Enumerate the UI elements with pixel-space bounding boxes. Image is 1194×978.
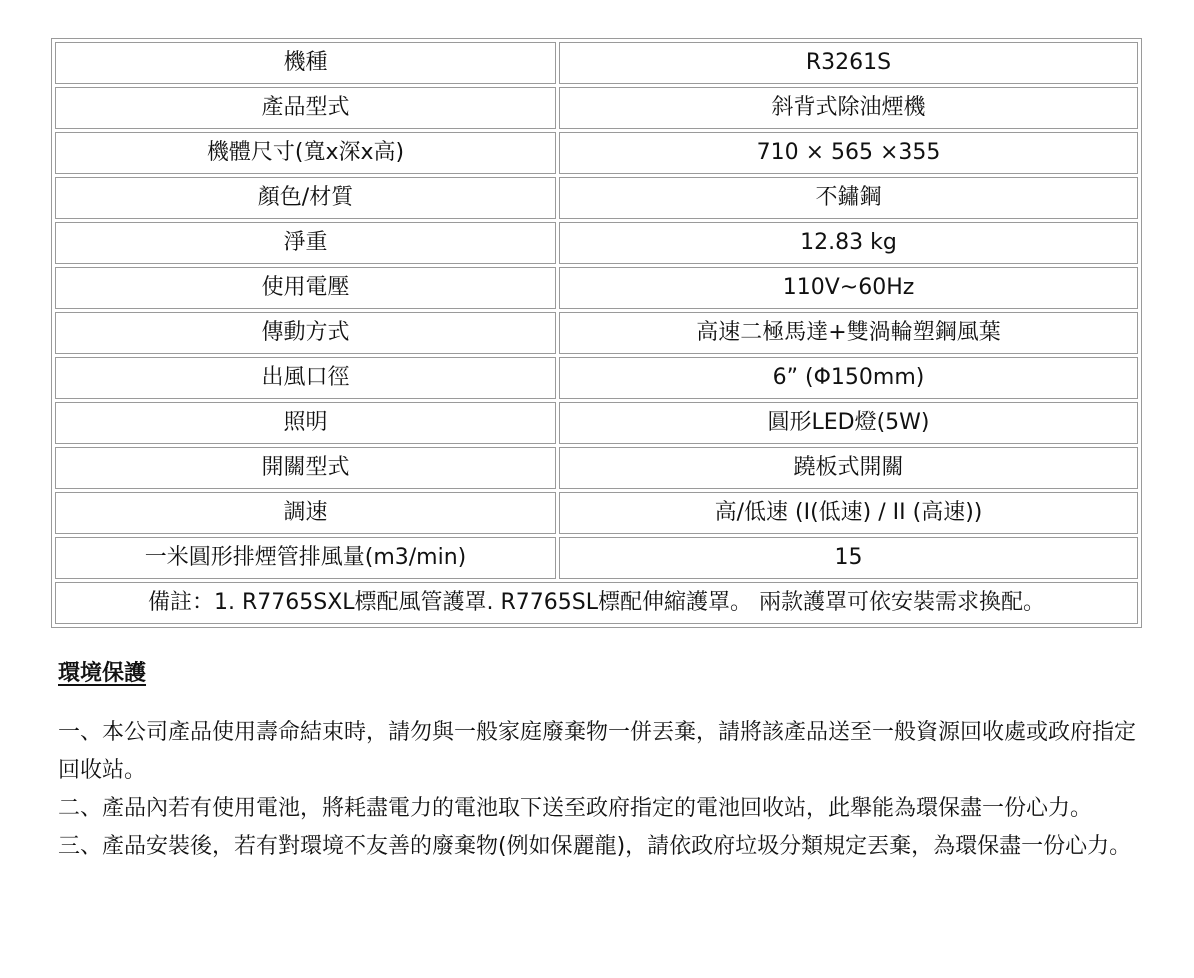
table-row <box>55 42 1138 84</box>
spec-table-body <box>55 42 1138 624</box>
table-row <box>55 267 1138 309</box>
table-note-row <box>55 582 1138 624</box>
table-row <box>55 177 1138 219</box>
spec-value: 12.83 kg <box>559 222 1138 264</box>
table-row <box>55 132 1138 174</box>
spec-label: 產品型式 <box>55 87 556 129</box>
spec-label: 調速 <box>55 492 556 534</box>
spec-label: 出風口徑 <box>55 357 556 399</box>
spec-label: 一米圓形排煙管排風量(m3/min) <box>55 537 556 579</box>
table-row <box>55 537 1138 579</box>
spec-value: 15 <box>559 537 1138 579</box>
table-row <box>55 492 1138 534</box>
spec-label: 使用電壓 <box>55 267 556 309</box>
spec-value: 不鏽鋼 <box>559 177 1138 219</box>
spec-label: 照明 <box>55 402 556 444</box>
spec-value: 110V~60Hz <box>559 267 1138 309</box>
spec-note: 備註：1. R7765SXL標配風管護罩. R7765SL標配伸縮護罩。 兩款護罩可依安裝需求換配。 <box>55 582 1138 624</box>
table-row <box>55 357 1138 399</box>
environment-item: 一、本公司產品使用壽命結束時，請勿與一般家庭廢棄物一併丟棄，請將該產品送至一般資源回收處或政府指定回收站。 <box>58 720 1137 783</box>
spec-label: 機體尺寸(寬x深x高) <box>55 132 556 174</box>
spec-label: 顏色/材質 <box>55 177 556 219</box>
table-row <box>55 402 1138 444</box>
table-row <box>55 312 1138 354</box>
spec-label: 淨重 <box>55 222 556 264</box>
spec-value: 斜背式除油煙機 <box>559 87 1138 129</box>
table-row <box>55 222 1138 264</box>
spec-label: 機種 <box>55 42 556 84</box>
environment-item: 三、產品安裝後，若有對環境不友善的廢棄物(例如保麗龍)，請依政府垃圾分類規定丟棄，為環保盡一份心力。 <box>58 834 1132 859</box>
spec-value: 蹺板式開關 <box>559 447 1138 489</box>
environment-section <box>58 654 1138 866</box>
spec-value: 710 × 565 ×355 <box>559 132 1138 174</box>
table-row <box>55 447 1138 489</box>
spec-value: R3261S <box>559 42 1138 84</box>
spec-label: 開關型式 <box>55 447 556 489</box>
spec-value: 高速二極馬達+雙渦輪塑鋼風葉 <box>559 312 1138 354</box>
spec-label: 傳動方式 <box>55 312 556 354</box>
spec-table <box>51 38 1142 628</box>
environment-title: 環境保護 <box>58 661 147 686</box>
spec-value: 6” (Φ150mm) <box>559 357 1138 399</box>
spec-value: 圓形LED燈(5W) <box>559 402 1138 444</box>
table-row <box>55 87 1138 129</box>
spec-value: 高/低速 (I(低速) / II (高速)) <box>559 492 1138 534</box>
environment-item: 二、產品內若有使用電池，將耗盡電力的電池取下送至政府指定的電池回收站，此舉能為環保盡一份心力。 <box>58 796 1093 821</box>
